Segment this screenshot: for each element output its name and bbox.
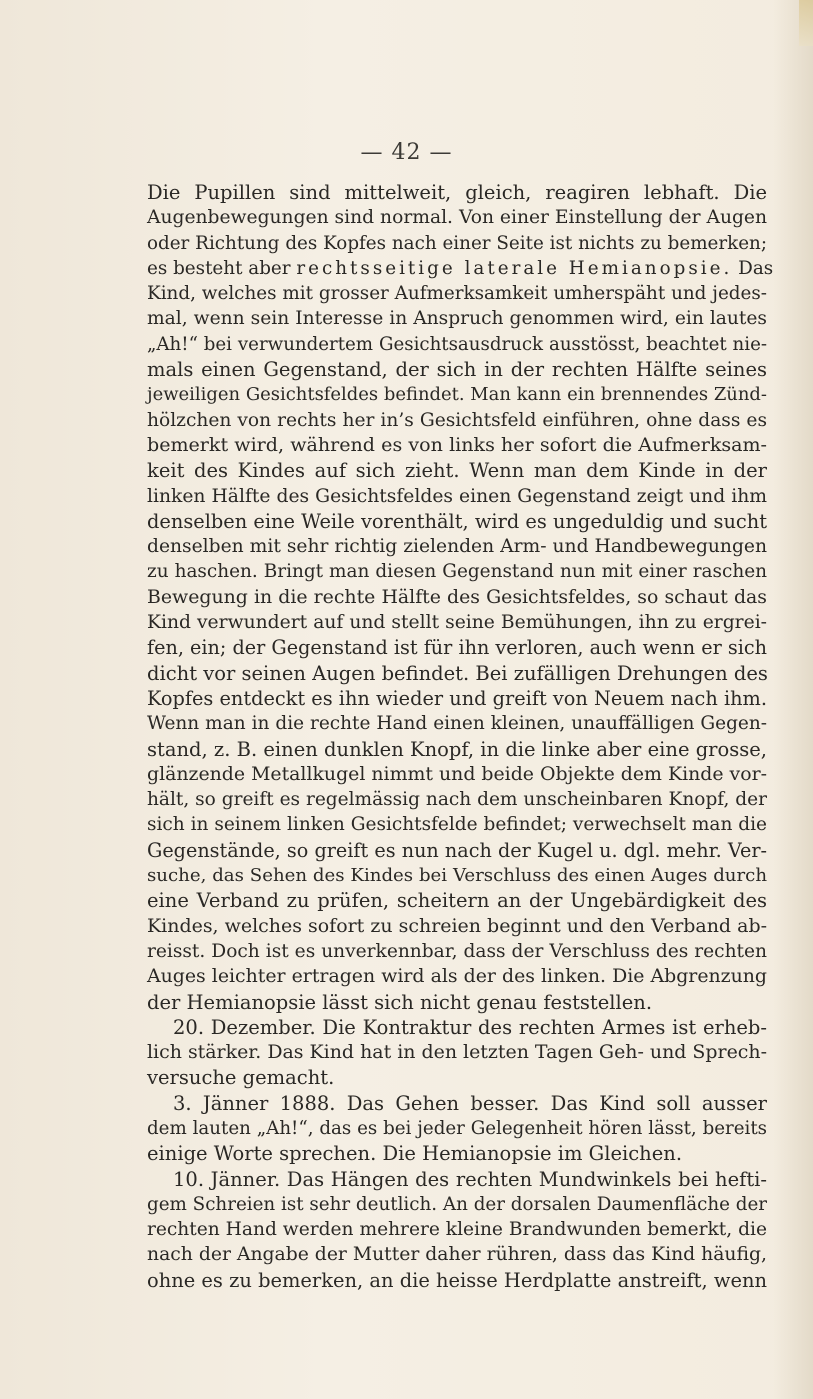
text-line: denselben mit sehr richtig zielenden Arm- und Handbewegungen <box>147 536 767 558</box>
text-line: Gegenstände, so greift es nun nach der Kugel u. dgl. mehr. Ver- <box>147 838 767 862</box>
text-line: nach der Angabe der Mutter daher rühren, dass das Kind häufig, <box>147 1244 768 1266</box>
text-line: Bewegung in die rechte Hälfte des Gesichtsfeldes, so schaut das <box>147 585 767 608</box>
text-segment: es besteht aber <box>147 257 297 279</box>
text-line: Kind, welches mit grosser Aufmerksamkeit umherspäht und jedes- <box>147 283 767 305</box>
text-line: hölzchen von rechts her in’s Gesichtsfeld einführen, ohne dass es <box>147 409 767 431</box>
text-line: „Ah!“ bei verwundertem Gesichtsausdruck ausstösst, beachtet nie- <box>147 333 767 355</box>
text-line: 20. Dezember. Die Kontraktur des rechten Armes ist erheb- <box>173 1015 767 1039</box>
emphasized-term: rechtsseitige laterale Hemianopsie. <box>296 257 733 279</box>
text-line: glänzende Metallkugel nimmt und beide Objekte dem Kinde vor- <box>147 762 767 785</box>
text-line: keit des Kindes auf sich zieht. Wenn man dem Kinde in der <box>147 459 767 483</box>
text-line: versuche gemacht. <box>147 1066 335 1090</box>
text-segment: Das <box>732 257 774 279</box>
text-line: Wenn man in die rechte Hand einen kleinen, unauffälligen Gegen- <box>147 713 767 735</box>
text-line: 10. Jänner. Das Hängen des rechten Mundwinkels bei hefti- <box>173 1167 767 1191</box>
text-line: lich stärker. Das Kind hat in den letzten Tagen Geh- und Sprech- <box>147 1041 767 1064</box>
text-line: Auges leichter ertragen wird als der des linken. Die Abgrenzung <box>147 965 767 988</box>
text-line: mal, wenn sein Interesse in Anspruch genommen wird, ein lautes <box>147 308 767 330</box>
text-line: fen, ein; der Gegenstand ist für ihn verloren, auch wenn er sich <box>147 636 767 660</box>
page-edge-shadow <box>773 0 813 1399</box>
text-line: 3. Jänner 1888. Das Gehen besser. Das Kind soll ausser <box>173 1091 767 1115</box>
text-line: suche, das Sehen des Kindes bei Verschluss des einen Auges durch <box>147 865 767 887</box>
text-line: rechten Hand werden mehrere kleine Brandwunden bemerkt, die <box>147 1219 767 1241</box>
text-line: eine Verband zu prüfen, scheitern an der Ungebärdigkeit des <box>147 889 767 913</box>
text-line: dem lauten „Ah!“, das es bei jeder Gelegenheit hören lässt, bereits <box>147 1117 767 1139</box>
body-text <box>147 180 774 1293</box>
text-line: Kopfes entdeckt es ihn wieder und greift von Neuem nach ihm. <box>147 686 767 710</box>
text-line: oder Richtung des Kopfes nach einer Seite ist nichts zu bemerken; <box>147 232 767 254</box>
text-line: jeweiligen Gesichtsfeldes befindet. Man kann ein brennendes Zünd- <box>147 384 767 406</box>
text-line: bemerkt wird, während es von links her sofort die Aufmerksam- <box>147 433 767 456</box>
text-line: Kindes, welches sofort zu schreien beginnt und den Verband ab- <box>147 914 767 937</box>
text-line: reisst. Doch ist es unverkennbar, dass der Verschluss des rechten <box>147 940 767 962</box>
text-line: denselben eine Weile vorenthält, wird es ungeduldig und sucht <box>147 509 767 533</box>
page-number: — 42 — <box>360 140 453 165</box>
text-line: mals einen Gegenstand, der sich in der rechten Hälfte seines <box>147 358 767 382</box>
text-line: der Hemianopsie lässt sich nicht genau feststellen. <box>147 990 653 1014</box>
text-line: zu haschen. Bringt man diesen Gegenstand nun mit einer raschen <box>147 561 767 583</box>
paper-corner-stain <box>799 0 813 46</box>
text-line: gem Schreien ist sehr deutlich. An der dorsalen Daumenfläche der <box>147 1193 767 1215</box>
text-line: Kind verwundert auf und stellt seine Bemühungen, ihn zu ergrei- <box>147 612 767 634</box>
text-line: stand, z. B. einen dunklen Knopf, in die linke aber eine grosse, <box>147 737 767 761</box>
text-line: einige Worte sprechen. Die Hemianopsie im Gleichen. <box>147 1142 683 1166</box>
text-line: Die Pupillen sind mittelweit, gleich, reagiren lebhaft. Die <box>147 181 767 204</box>
text-line: sich in seinem linken Gesichtsfelde befindet; verwechselt man die <box>147 814 767 836</box>
text-line: linken Hälfte des Gesichtsfeldes einen Gegenstand zeigt und ihm <box>147 485 767 507</box>
text-line: Augenbewegungen sind normal. Von einer Einstellung der Augen <box>147 207 767 229</box>
text-line: ohne es zu bemerken, an die heisse Herdplatte anstreift, wenn <box>147 1268 767 1292</box>
text-line: hält, so greift es regelmässig nach dem unscheinbaren Knopf, der <box>147 789 767 811</box>
text-line <box>147 256 774 281</box>
text-line: dicht vor seinen Augen befindet. Bei zufälligen Drehungen des <box>147 661 768 685</box>
